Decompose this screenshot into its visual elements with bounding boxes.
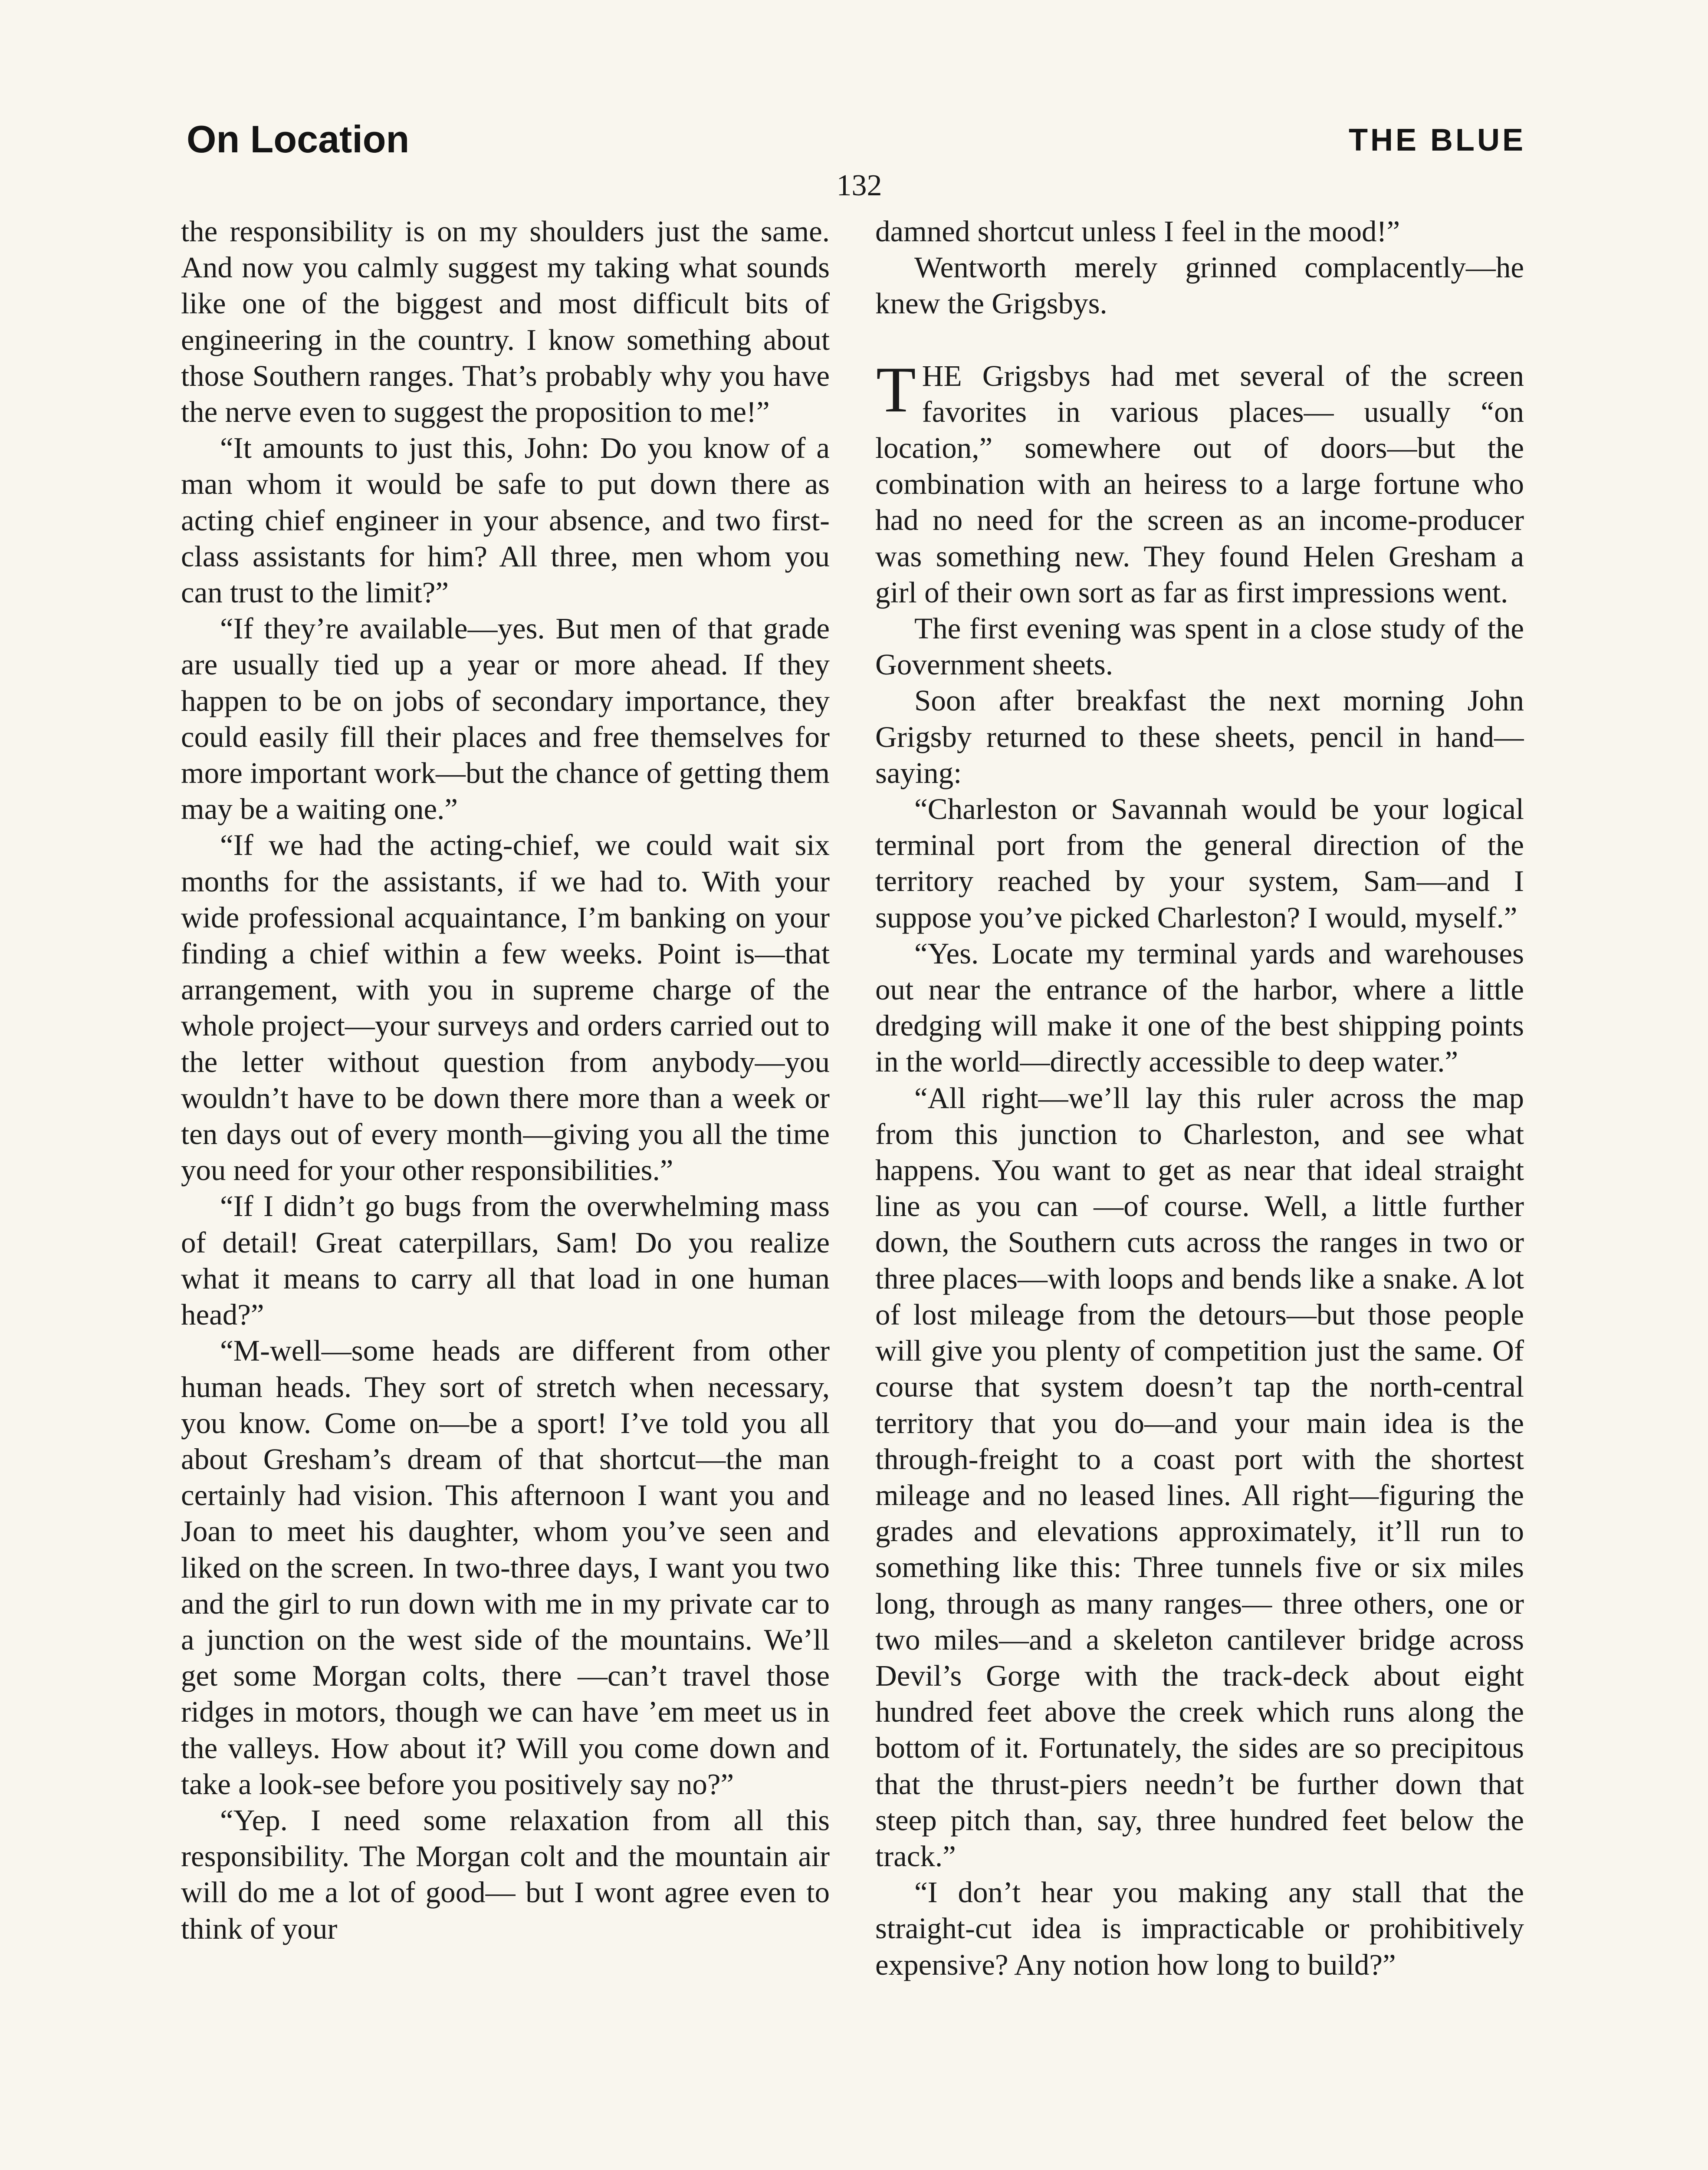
paragraph: the responsibility is on my shoulders just the same. And now you calmly suggest my taking what sounds like one of the biggest and most difficult bits of engineering in the country. I know something about those Southern ranges. That’s probably why you have the nerve even to suggest the proposition to me!”	[181, 215, 830, 429]
paragraph: The first evening was spent in a close study of the Government sheets.	[875, 612, 1524, 681]
drop-cap: T	[876, 353, 916, 426]
paragraph: “If I didn’t go bugs from the overwhelming mass of detail! Great caterpillars, Sam! Do you realize what it means to carry all that load in one human head?”	[181, 1190, 830, 1332]
paragraph: “M-well—some heads are different from other human heads. They sort of stretch when necessary, you know. Come on—be a sport! I’ve told you all about Gresham’s dream of that shortcut—the man certainly had vision. This afternoon I want you and Joan to meet his daughter, whom you’ve seen and liked on the screen. In two-three days, I want you two and the girl to run down with me in my private car to a junction on the west side of the mountains. We’ll get some Morgan colts, there —can’t travel those ridges in motors, though we can have ’em meet us in the valleys. How about it? Will you come down and take a look-see before you positively say no?”	[181, 1334, 830, 1801]
paragraph: “All right—we’ll lay this ruler across the map from this junction to Charleston, and see what happens. You want to get as near that ideal straight line as you can —of course. Well, a little further down, the Southern cuts across the ranges in two or three places—with loops and bends like a snake. A lot of lost mileage from the detours—but those people will give you plenty of competition just the same. Of course that system doesn’t tap the north-central territory that you do—and your main idea is the through-freight to a coast port with the shortest mileage and no leased lines. All right—figuring the grades and elevations approximately, it’ll run to something like this: Three tunnels five or six miles long, through as many ranges— three others, one or two miles—and a skeleton cantilever bridge across Devil’s Gorge with the track-deck about eight hundred feet above the creek which runs along the bottom of it. Fortunately, the sides are so precipitous that the thrust-piers needn’t be further down that steep pitch than, say, three hundred feet below the track.”	[875, 1081, 1524, 1873]
left-text-column	[181, 214, 830, 2170]
section-start-paragraph	[875, 353, 1524, 611]
magazine-title: THE BLUE	[1349, 123, 1526, 158]
right-text-column	[875, 214, 1524, 2170]
paragraph: “If we had the acting-chief, we could wait six months for the assistants, if we had to. With your wide professional acquaintance, I’m banking on your finding a chief within a few weeks. Point is—that arrangement, with you in supreme charge of the whole project—your surveys and orders carried out to the letter without question from anybody—you wouldn’t have to be down there more than a week or ten days out of every month—giving you all the time you need for your other responsibilities.”	[181, 829, 830, 1187]
paragraph: “I don’t hear you making any stall that the straight-cut idea is impracticable or prohibitively expensive? Any notion how long to build?”	[875, 1876, 1524, 1981]
paragraph: “Yes. Locate my terminal yards and warehouses out near the entrance of the harbor, where a little dredging will make it one of the best shipping points in the world—directly accessible to deep water.”	[875, 937, 1524, 1078]
paragraph-text: HE Grigsbys had met several of the screen favorites in various places— usually “on location,” somewhere out of doors—but the combination with an heiress to a large fortune who had no need for the screen as an income-producer was something new. They found Helen Gresham a girl of their own sort as far as first impressions went.	[875, 359, 1524, 609]
paragraph: “If they’re available—yes. But men of that grade are usually tied up a year or more ahead. If they happen to be on jobs of secondary importance, they could easily fill their places and free themselves for more important work—but the chance of getting them may be a waiting one.”	[181, 612, 830, 826]
paragraph: “Charleston or Savannah would be your logical terminal port from the general direction of the territory reached by your system, Sam—and I suppose you’ve picked Charleston? I would, myself.”	[875, 792, 1524, 934]
paragraph: “It amounts to just this, John: Do you know of a man whom it would be safe to put down there as acting chief engineer in your absence, and two first-class assistants for him? All three, men whom you can trust to the limit?”	[181, 431, 830, 609]
paragraph: damned shortcut unless I feel in the mood!”	[875, 215, 1400, 248]
paragraph: Soon after breakfast the next morning John Grigsby returned to these sheets, pencil in hand—saying:	[875, 684, 1524, 789]
paragraph: Wentworth merely grinned complacently—he knew the Grigsbys.	[875, 251, 1524, 320]
paragraph: “Yep. I need some relaxation from all this responsibility. The Morgan colt and the mountain air will do me a lot of good— but I wont agree even to think of your	[181, 1803, 830, 1945]
page-number: 132	[836, 169, 882, 202]
section-title: On Location	[187, 118, 410, 161]
